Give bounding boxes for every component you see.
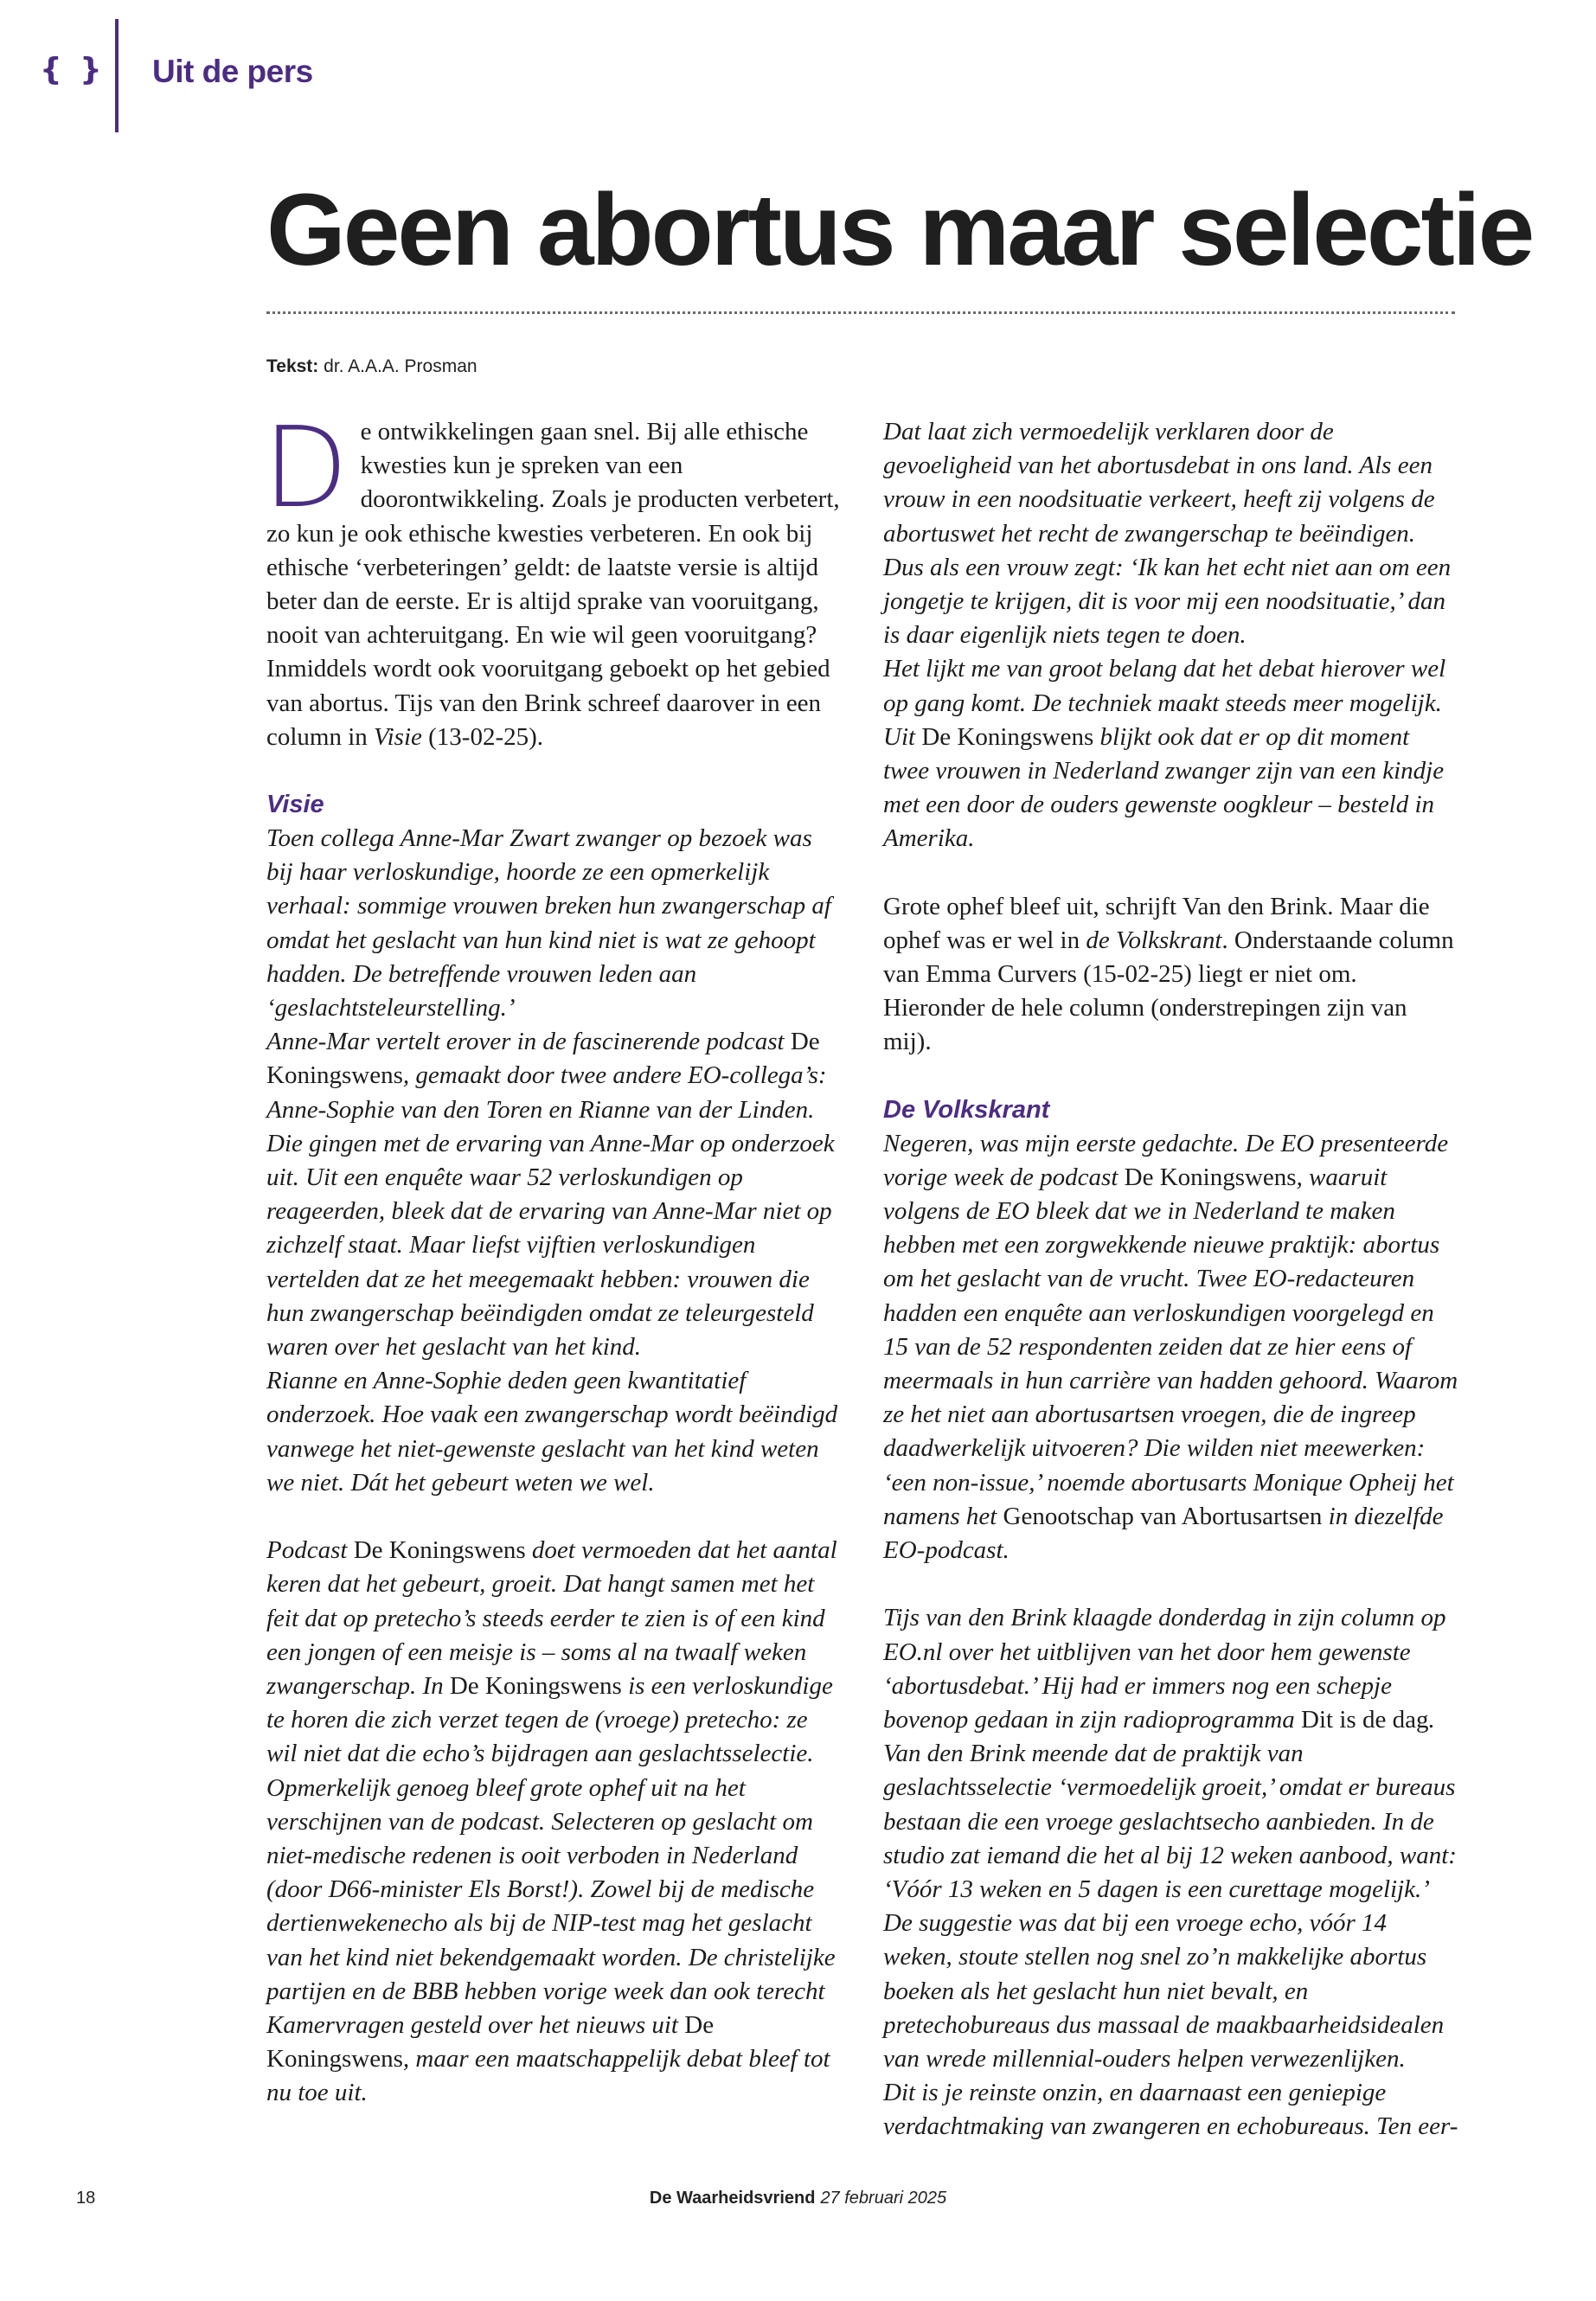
title-dotted-rule [266, 311, 1455, 314]
publication-date: 27 februari 2025 [820, 2189, 947, 2208]
quote-paragraph: Dit is je reinste onzin, en daarnaast een geniepige verdachtmaking van zwangeren en echobureaus. Ten eer- [883, 2079, 1458, 2141]
article-title: Geen abortus maar selectie [266, 173, 1533, 287]
page-number: 18 [76, 2189, 96, 2208]
body-paragraph: Grote ophef bleef uit, schrijft Van den Brink. Maar die ophef was er wel in de Volkskrant. Onderstaande column van Emma Curvers (15-02-25) liegt er niet om. Hieronder de hele column (onderstrepingen zijn van mij). [883, 892, 1454, 1056]
byline-label: Tekst: [266, 356, 319, 376]
quote-paragraph: Toen collega Anne-Mar Zwart zwanger op bezoek was bij haar verloskundige, hoorde ze een opmerkelijk verhaal: sommige vrouwen breken hun zwangerschap af omdat het geslacht van hun kind niet is wat ze gehoopt hadden. De betreffende vrouwen leden aan ‘geslachtsteleurstelling.’ [266, 824, 831, 1022]
quote-paragraph: Opmerkelijk genoeg bleef grote ophef uit na het verschijnen van de podcast. Selecteren op geslacht om niet-medische redenen is ooit verboden in Nederland (door D66-minister Els Borst!). Zowel bij de medische dertienwekenecho als bij de NIP-test mag het geslacht van het kind niet bekendgemaakt worden. De christelijke partijen en de BBB hebben vorige week dan ook terecht Kamervragen gesteld over het nieuws uit De Koningswens, maar een maatschappelijk debat bleef tot nu toe uit. [266, 1773, 836, 2107]
footer-publication [0, 2189, 1596, 2208]
section-label: Uit de pers [152, 54, 313, 89]
quote-paragraph: Dat laat zich vermoedelijk verklaren door de gevoeligheid van het abortusdebat in ons land. Als een vrouw in een noodsituatie verkeert, heeft zij volgens de abortuswet het recht de zwangerschap te beëindigen. Dus als een vrouw zegt: ‘Ik kan het echt niet aan om een jongetje te krijgen, dit is voor mij een noodsituatie,’ dan is daar eigenlijk niets tegen te doen. [883, 418, 1452, 650]
byline-author: dr. A.A.A. Prosman [324, 356, 478, 376]
column-right [883, 415, 1458, 2144]
quote-paragraph: Het lijkt me van groot belang dat het debat hierover wel op gang komt. De techniek maakt steeds meer mogelijk. Uit De Koningswens blijkt ook dat er op dit moment twee vrouwen in Nederland zwanger zijn van een kindje met een door de ouders gewenste oogkleur – besteld in Amerika. [883, 655, 1446, 853]
quote-paragraph: Podcast De Koningswens doet vermoeden dat het aantal keren dat het gebeurt, groeit. Dat hangt samen met het feit dat op pretecho’s steeds eerder te zien is of een kind een jongen of een meisje is – soms al na twaalf weken zwangerschap. In De Koningswens is een verloskundige te horen die zich verzet tegen de (vroege) pretecho: ze wil niet dat die echo’s bijdragen aan geslachtsselectie. [266, 1536, 837, 1768]
section-braces-icon: { } [40, 52, 106, 87]
subheading-visie: Visie [266, 791, 324, 819]
quote-paragraph: Rianne en Anne-Sophie deden geen kwantitatief onderzoek. Hoe vaak een zwangerschap wordt beëindigd vanwege het niet-gewenste geslacht van het kind weten we niet. Dát het gebeurt weten we wel. [266, 1367, 838, 1497]
intro-paragraph: De ontwikkelingen gaan snel. Bij alle ethische kwesties kun je spreken van een doorontwikkeling. Zoals je producten verbetert, zo kun je ook ethische kwesties verbeteren. En ook bij ethische ‘verbeteringen’ geldt: de laatste versie is altijd beter dan de eerste. Er is altijd sprake van vooruitgang, nooit van achteruitgang. En wie wil geen vooruitgang? Inmiddels wordt ook vooruitgang geboekt op het gebied van abortus. Tijs van den Brink schreef daarover in een column in Visie (13-02-25). [263, 404, 840, 751]
drop-cap: D [263, 404, 349, 533]
subheading-volkskrant: De Volkskrant [883, 1095, 1050, 1124]
publication-name: De Waarheidsvriend [649, 2189, 816, 2208]
quote-paragraph: Negeren, was mijn eerste gedachte. De EO presenteerde vorige week de podcast De Koningswens, waaruit volgens de EO bleek dat we in Nederland te maken hebben met een zorgwekkende nieuwe praktijk: abortus om het geslacht van de vrucht. Twee EO-redacteuren hadden een enquête aan verloskundigen voorgelegd en 15 van de 52 respondenten zeiden dat ze hier eens of meermaals in hun carrière van hadden gehoord. Waarom ze het niet aan abortusartsen vroegen, die de ingreep daadwerkelijk uitvoeren? Die wilden niet meewerken: ‘een non-issue,’ noemde abortusarts Monique Opheij het namens het Genootschap van Abortusartsen in diezelfde EO-podcast. [883, 1129, 1458, 1565]
byline [266, 356, 478, 377]
header-divider [115, 19, 119, 132]
column-left [263, 404, 842, 2111]
quote-paragraph: Tijs van den Brink klaagde donderdag in zijn column op EO.nl over het uitblijven van het door hem gewenste ‘abortusdebat.’ Hij had er immers nog een schepje bovenop gedaan in zijn radioprogramma Dit is de dag. Van den Brink meende dat de praktijk van geslachtsselectie ‘vermoedelijk groeit,’ omdat er bureaus bestaan die een vroege geslachtsecho aanbieden. In de studio zat iemand die het al bij 12 weken aanbood, want: ‘Vóór 13 weken en 5 dagen is een curettage mogelijk.’ De suggestie was dat bij een vroege echo, vóór 14 weken, stoute stellen nog snel zo’n makkelijke abortus boeken als het geslacht hun niet bevalt, en pretechobureaus dus massaal de maakbaarheidsidealen van wrede millennial-ouders helpen verwezenlijken. [883, 1604, 1457, 2073]
quote-paragraph: Anne-Mar vertelt erover in de fascinerende podcast De Koningswens, gemaakt door twee andere EO-collega’s: Anne-Sophie van den Toren en Rianne van der Linden. Die gingen met de ervaring van Anne-Mar op onderzoek uit. Uit een enquête waar 52 verloskundigen op reageerden, bleek dat de ervaring van Anne-Mar niet op zichzelf staat. Maar liefst vijftien verloskundigen vertelden dat ze het meegemaakt hebben: vrouwen die hun zwangerschap beëindigden omdat ze teleurgesteld waren over het geslacht van het kind. [266, 1028, 835, 1362]
